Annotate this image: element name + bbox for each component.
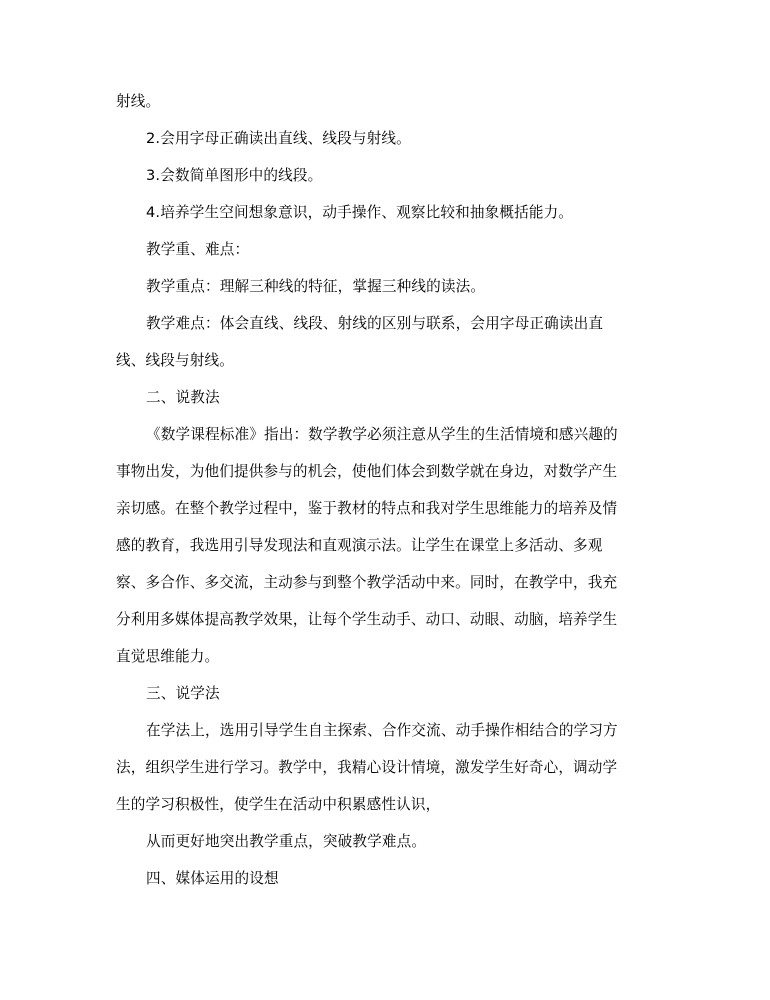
key-points-heading: 教学重、难点： xyxy=(146,241,250,258)
paragraph-line: 从而更好地突出教学重点，突破教学难点。 xyxy=(146,833,427,850)
paragraph-line: 在学法上，选用引导学生自主探索、合作交流、动手操作相结合的学习方 xyxy=(146,722,618,739)
difficult-point-text: 教学难点：体会直线、线段、射线的区别与联系，会用字母正确读出直 xyxy=(146,315,604,332)
paragraph-line: 生的学习积极性，使学生在活动中积累感性认识， xyxy=(116,796,441,813)
paragraph-line: 法，组织学生进行学习。教学中，我精心设计情境，激发学生好奇心，调动学 xyxy=(116,759,618,776)
paragraph-line: 直觉思维能力。 xyxy=(116,648,220,665)
paragraph-line: 事物出发，为他们提供参与的机会，使他们体会到数学就在身边，对数学产生 xyxy=(116,463,618,480)
text-line-ray-end: 射线。 xyxy=(116,93,161,110)
objective-4: 4.培养学生空间想象意识，动手操作、观察比较和抽象概括能力。 xyxy=(146,204,574,221)
objective-2: 2.会用字母正确读出直线、线段与射线。 xyxy=(146,130,411,147)
paragraph-line: 《数学课程标准》指出：数学教学必须注意从学生的生活情境和感兴趣的 xyxy=(146,426,618,443)
paragraph-line: 察、多合作、多交流，主动参与到整个教学活动中来。同时，在教学中，我充 xyxy=(116,574,618,591)
difficult-point-continuation: 线、线段与射线。 xyxy=(116,352,234,369)
key-point-text: 教学重点：理解三种线的特征，掌握三种线的读法。 xyxy=(146,278,486,295)
section-heading-teaching-method: 二、说教法 xyxy=(146,389,220,406)
section-heading-media-use: 四、媒体运用的设想 xyxy=(146,870,279,887)
section-heading-learning-method: 三、说学法 xyxy=(146,685,220,702)
objective-3: 3.会数简单图形中的线段。 xyxy=(146,167,323,184)
paragraph-line: 分利用多媒体提高教学效果，让每个学生动手、动口、动眼、动脑，培养学生 xyxy=(116,611,618,628)
paragraph-line: 亲切感。在整个教学过程中，鉴于教材的特点和我对学生思维能力的培养及情 xyxy=(116,500,618,517)
paragraph-line: 感的教育，我选用引导发现法和直观演示法。让学生在课堂上多活动、多观 xyxy=(116,537,603,554)
